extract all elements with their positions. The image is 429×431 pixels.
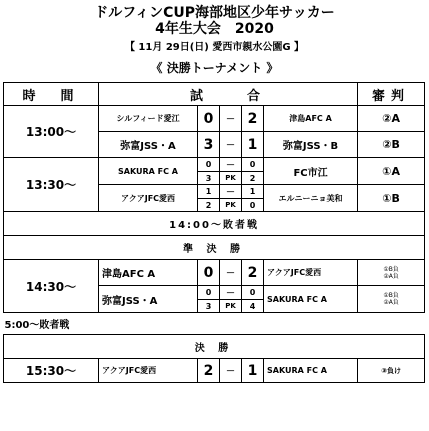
header-match: 試 合 <box>99 83 358 106</box>
referee-cell: ①A <box>358 158 425 185</box>
time-cell: 14:30〜 <box>4 260 99 313</box>
referee-line-2: ②A負 <box>383 272 399 280</box>
away-team: アクアJFC愛西 <box>264 260 358 286</box>
away-score: 1 <box>242 132 264 158</box>
score-separator: － <box>220 132 242 158</box>
referee-line-1: ①B負 <box>383 292 399 299</box>
header-referee: 審判 <box>358 83 425 106</box>
section-title: 《 決勝トーナメント 》 <box>150 61 279 75</box>
away-score: 1 <box>242 185 264 199</box>
away-team: 津島AFC A <box>264 106 358 132</box>
away-pk-score: 0 <box>242 199 264 212</box>
home-pk-score: 3 <box>198 300 220 313</box>
away-score: 0 <box>242 286 264 300</box>
home-score: 3 <box>198 132 220 158</box>
pk-label: PK <box>220 199 242 212</box>
away-team: SAKURA FC A <box>264 359 358 383</box>
away-team: FC市江 <box>264 158 358 185</box>
away-score: 0 <box>242 158 264 172</box>
home-score: 0 <box>198 260 220 286</box>
score-separator: － <box>220 158 242 172</box>
loser-match-label: 14:00〜敗者戦 <box>4 212 425 236</box>
time-cell: 13:00〜 <box>4 106 99 158</box>
home-team: 弥富JSS・A <box>99 286 198 313</box>
score-separator: － <box>220 359 242 383</box>
score-separator: － <box>220 260 242 286</box>
section-row <box>4 212 425 236</box>
away-score: 1 <box>242 359 264 383</box>
away-pk-score: 2 <box>242 172 264 185</box>
schedule-table <box>3 82 425 383</box>
home-team: 津島AFC A <box>99 260 198 286</box>
away-score: 2 <box>242 106 264 132</box>
referee-cell: ②A <box>358 106 425 132</box>
table-header-row <box>4 83 425 106</box>
final-label: 決 勝 <box>4 335 425 359</box>
home-team: アクアJFC愛西 <box>99 359 198 383</box>
referee-cell <box>358 286 425 313</box>
score-separator: － <box>220 185 242 199</box>
referee-cell <box>358 260 425 286</box>
referee-line-2: ②A負 <box>383 299 399 306</box>
away-team: 弥富JSS・B <box>264 132 358 158</box>
table-row <box>4 106 425 132</box>
referee-cell: ③負け <box>358 359 425 383</box>
table-row <box>4 359 425 383</box>
home-team: シルフィード愛江 <box>99 106 198 132</box>
title-line-1: ドルフィンCUP海部地区少年サッカー <box>94 5 335 21</box>
away-team: エルニーニョ美和 <box>264 185 358 212</box>
date-venue-line: 【 11月 29日(日) 愛西市親水公園G 】 <box>124 42 305 53</box>
title-line-2: 4年生大会 2020 <box>155 21 274 37</box>
away-team: SAKURA FC A <box>264 286 358 313</box>
home-team: アクアJFC愛西 <box>99 185 198 212</box>
section-row <box>4 236 425 260</box>
home-team: SAKURA FC A <box>99 158 198 185</box>
table-row <box>4 260 425 286</box>
pk-label: PK <box>220 172 242 185</box>
home-pk-score: 2 <box>198 199 220 212</box>
home-score: 1 <box>198 185 220 199</box>
away-score: 2 <box>242 260 264 286</box>
time-cell: 13:30〜 <box>4 158 99 212</box>
home-team: 弥富JSS・A <box>99 132 198 158</box>
pk-label: PK <box>220 300 242 313</box>
home-score: 0 <box>198 158 220 172</box>
referee-cell: ①B <box>358 185 425 212</box>
semifinal-label: 準 決 勝 <box>4 236 425 260</box>
header-time: 時 間 <box>4 83 99 106</box>
loser-match-2-label: 5:00〜敗者戦 <box>4 313 425 335</box>
section-row <box>4 335 425 359</box>
table-row <box>4 158 425 172</box>
referee-line-1: ①B負 <box>383 265 399 273</box>
home-pk-score: 3 <box>198 172 220 185</box>
score-separator: － <box>220 106 242 132</box>
home-score: 2 <box>198 359 220 383</box>
score-separator: － <box>220 286 242 300</box>
section-row <box>4 313 425 335</box>
referee-cell: ②B <box>358 132 425 158</box>
away-pk-score: 4 <box>242 300 264 313</box>
home-score: 0 <box>198 286 220 300</box>
home-score: 0 <box>198 106 220 132</box>
time-cell: 15:30〜 <box>4 359 99 383</box>
